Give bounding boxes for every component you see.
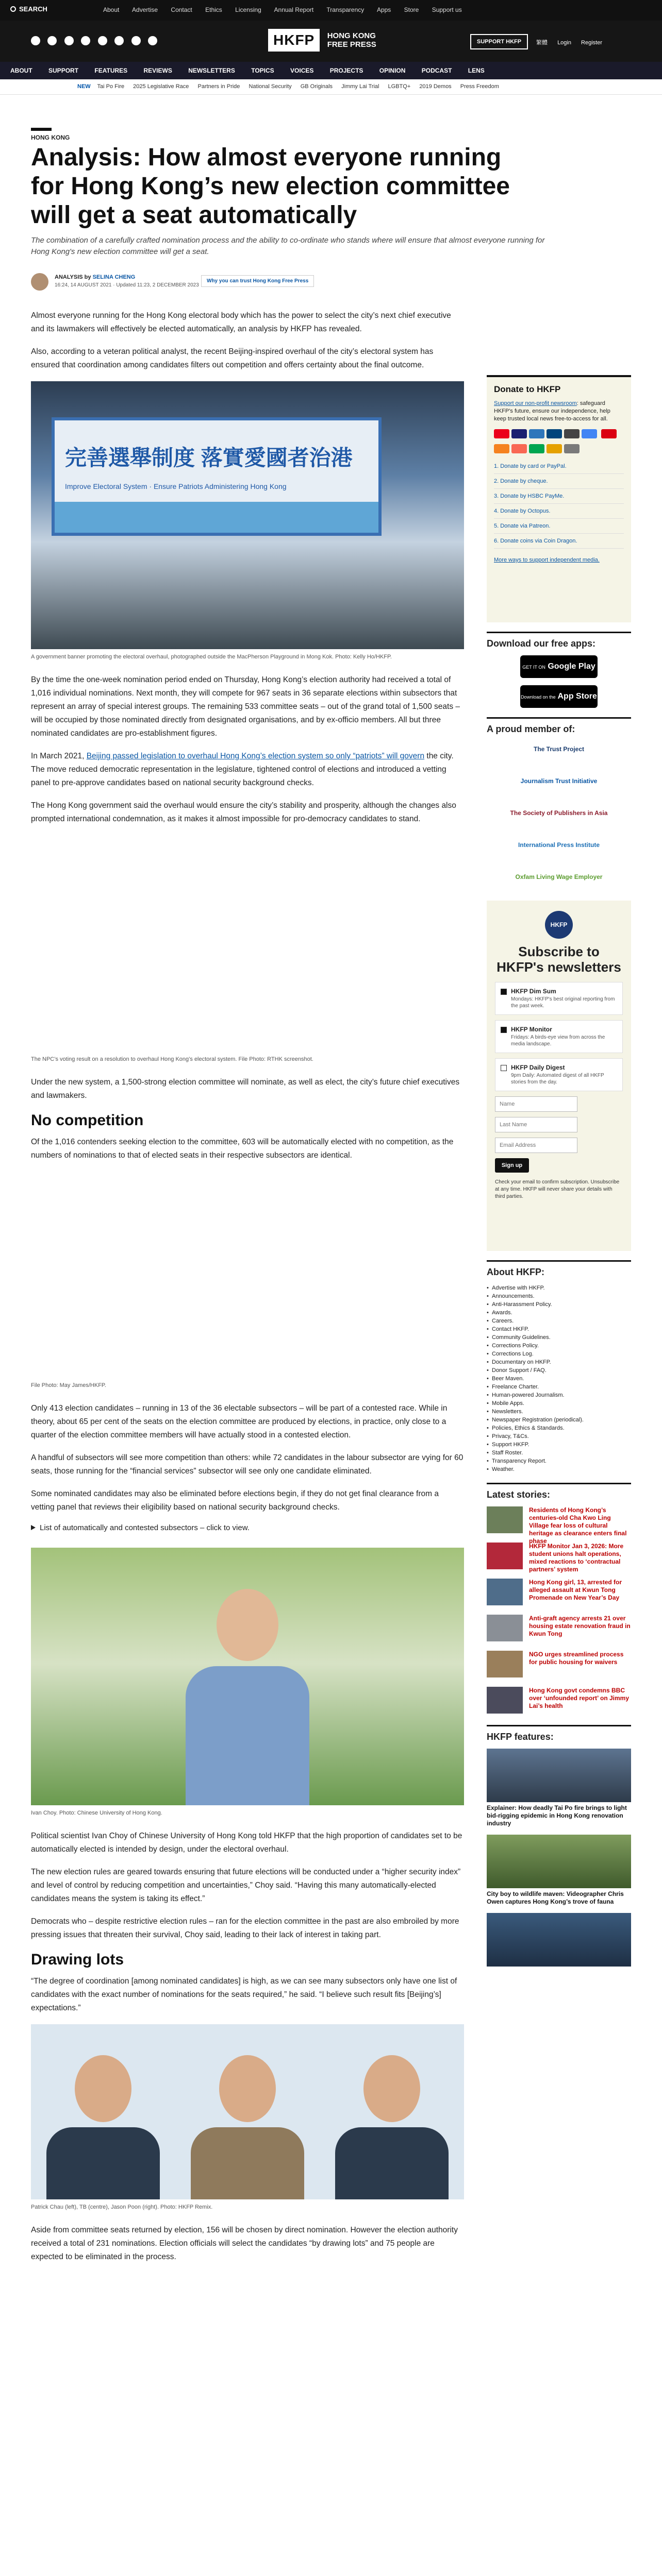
nav-item[interactable]: PROJECTS — [329, 67, 363, 74]
telegram-icon[interactable] — [114, 36, 124, 45]
paragraph: By the time the one-week nomination period ended on Thursday, Hong Kong’s election authority had received a total of 1,016 individual nominations. Next month, they will compete for 967 seats in 36 separate elections within subsectors that represent an array of special interest groups. The remaining 533 committee seats – out of the grand total of 1,500 seats – will be occupied by those nominated directly from designated organisations, and by ex-officio members. All but three nominated candidates are pro-establishment figures. — [31, 675, 460, 738]
utility-link[interactable]: Contact — [171, 6, 192, 13]
more-ways-link[interactable]: More ways to support independent media. — [494, 557, 600, 563]
legislation-link[interactable]: Beijing passed legislation to overhaul Hong Kong’s election system so only “patriots” will govern — [86, 752, 425, 760]
donate-desc: Support our non-profit newsroom: safeguard HKFP's future, ensure our independence, help keep trusted local news free-to-access for all. — [494, 400, 610, 422]
latest-story[interactable]: Hong Kong girl, 13, arrested for alleged assault at Kwun Tong Promenade on New Year’s Day — [487, 1579, 631, 1607]
sidebar — [487, 375, 631, 1974]
member-logo-jti[interactable]: Journalism Trust Initiative — [520, 777, 598, 785]
article-image-banner[interactable] — [31, 381, 464, 649]
tag-link[interactable]: GB Originals — [300, 83, 333, 90]
nav-item[interactable]: ABOUT — [10, 67, 32, 74]
utility-link[interactable]: Annual Report — [274, 6, 314, 13]
cheque-icon — [564, 444, 580, 453]
utility-link[interactable]: Transparency — [326, 6, 365, 13]
utility-link[interactable]: Licensing — [235, 6, 261, 13]
trending-tags — [0, 79, 662, 95]
trio-figure — [335, 2045, 449, 2199]
article-standfirst: The combination of a carefully crafted nomination process and the ability to co-ordinate who stands where will ensure that almost everyone running for Hong Kong's new election committee will get a seat. — [31, 236, 545, 256]
expand-triangle-icon — [31, 1525, 36, 1530]
article-image-portrait[interactable] — [31, 1548, 464, 1805]
paragraph: Some nominated candidates may also be eliminated before elections begin, if they do not get final clearance from a vetting panel that reviews their eligibility based on national security background checks. — [31, 1489, 439, 1512]
section-heading: Drawing lots — [31, 1951, 124, 1968]
utility-link[interactable]: About — [103, 6, 120, 13]
nav-item[interactable]: LENS — [468, 67, 485, 74]
tag-link[interactable]: National Security — [249, 83, 292, 90]
coin-dragon-icon — [547, 444, 562, 453]
register-link[interactable]: Register — [581, 40, 603, 46]
checkbox[interactable] — [501, 989, 507, 995]
name-input[interactable] — [495, 1096, 577, 1112]
member-logo-ipi[interactable]: International Press Institute — [518, 841, 600, 849]
latest-story[interactable]: NGO urges streamlined process for public housing for waivers — [487, 1651, 631, 1680]
member-logo-sopa[interactable]: The Society of Publishers in Asia — [510, 809, 608, 817]
about-link[interactable]: • Newspaper Registration (periodical). — [487, 1416, 631, 1424]
article-category[interactable]: HONG KONG — [31, 134, 70, 141]
image-caption: File Photo: May James/HKFP. — [31, 1382, 106, 1388]
site-logo[interactable] — [268, 29, 376, 54]
nav-item[interactable]: OPINION — [379, 67, 406, 74]
instagram-icon[interactable] — [64, 36, 74, 45]
google-play-button[interactable]: GET IT ON Google Play — [520, 655, 598, 678]
visa-icon — [511, 429, 527, 438]
about-links — [487, 1284, 631, 1473]
donate-option[interactable]: 1. Donate by card or PayPal. — [494, 459, 624, 474]
latest-title: Latest stories: — [487, 1483, 631, 1500]
utility-link[interactable]: Advertise — [132, 6, 158, 13]
features-title: HKFP features: — [487, 1725, 631, 1742]
nav-item[interactable]: PODCAST — [421, 67, 452, 74]
app-store-button[interactable]: Download on the App Store — [520, 685, 598, 708]
hsbc-icon — [601, 429, 617, 438]
paragraph: Aside from committee seats returned by election, 156 will be chosen by direct nomination. However the election authority received a total of 231 nominations. Election officials will select the candidates “by drawing lots” and 75 people are expected to be eliminated in the process. — [31, 2226, 458, 2261]
new-label: NEW — [77, 83, 91, 90]
donate-option[interactable]: 2. Donate by cheque. — [494, 474, 624, 489]
checkbox[interactable] — [501, 1065, 507, 1071]
last-name-input[interactable] — [495, 1117, 577, 1132]
paragraph: Almost everyone running for the Hong Kong electoral body which has the power to select the city’s next chief executive and its lawmakers will effectively be elected automatically, an analysis by HKFP has revealed. — [31, 311, 451, 333]
paragraph: In March 2021, Beijing passed legislation to overhaul Hong Kong’s election system so only “patriots” will govern the city. The move reduced democratic representation in the legislature, tightened control of elections and introduced a vetting panel to pre-approve candidates based on national security background checks. — [31, 752, 454, 787]
email-input[interactable] — [495, 1138, 577, 1153]
donate-option[interactable]: 5. Donate via Patreon. — [494, 519, 624, 534]
author-link[interactable]: SELINA CHENG — [92, 274, 136, 280]
utility-link[interactable]: Ethics — [205, 6, 222, 13]
about-link[interactable]: • Advertise with HKFP. — [487, 1284, 631, 1292]
newsletter-option-daily-digest[interactable]: HKFP Daily Digest 9pm Daily: Automated digest of all HKFP stories from the day. — [495, 1058, 623, 1091]
image-caption: The NPC’s voting result on a resolution to overhaul Hong Kong’s electoral system. File Photo: RTHK screenshot. — [31, 1056, 313, 1062]
tag-link[interactable]: 2019 Demos — [419, 83, 452, 90]
author-avatar[interactable] — [31, 273, 48, 291]
paragraph: The new election rules are geared towards ensuring that future elections will be conducted under a “higher security index” and level of control by reducing competition and uncertainties,” Choy said. “Having this many automatically-elected candidates means the system is taking its effect.” — [31, 1868, 461, 1903]
paypal-icon — [547, 429, 562, 438]
patreon-icon — [511, 444, 527, 453]
support-hkfp-button[interactable]: SUPPORT HKFP — [470, 34, 528, 49]
about-link[interactable]: • Donor Support / FAQ. — [487, 1366, 631, 1375]
about-link[interactable]: • Newsletters. — [487, 1408, 631, 1416]
feature-image — [487, 1749, 631, 1802]
utility-link[interactable]: Apps — [376, 6, 391, 13]
feature-image — [487, 1913, 631, 1967]
octopus-icon — [494, 444, 509, 453]
banner-graphic — [52, 417, 382, 536]
trio-figure — [191, 2045, 304, 2199]
facebook-icon[interactable] — [31, 36, 40, 45]
article-image-trio[interactable] — [31, 2024, 464, 2199]
story-thumbnail — [487, 1543, 523, 1569]
nav-item[interactable]: VOICES — [290, 67, 314, 74]
donate-box — [487, 375, 631, 622]
about-link[interactable]: • Community Guidelines. — [487, 1333, 631, 1342]
image-caption: Ivan Choy. Photo: Chinese University of Hong Kong. — [31, 1810, 162, 1816]
amex-icon — [529, 429, 544, 438]
story-thumbnail — [487, 1615, 523, 1641]
paragraph: “The degree of coordination [among nominated candidates] is high, as we can see many subsectors only have one list of candidates with the exact number of nominations for the seats required,” he said. “I believe such result fits [Beijing’s] expectations.” — [31, 1977, 457, 2012]
utility-link[interactable]: Store — [404, 6, 419, 13]
feature-image — [487, 1835, 631, 1888]
applepay-icon — [564, 429, 580, 438]
member-logo-trust-project[interactable]: The Trust Project — [533, 745, 585, 753]
tag-link[interactable]: LGBTQ+ — [388, 83, 411, 90]
paragraph: Of the 1,016 contenders seeking election to the committee, 603 will be automatically elected with no competition, as the numbers of nominations to that of elected seats in their respective subsectors are identical. — [31, 1138, 454, 1160]
tag-link[interactable]: 2025 Legislative Race — [133, 83, 189, 90]
about-title: About HKFP: — [487, 1260, 631, 1278]
hkfp-circle-logo: HKFP — [545, 911, 573, 939]
nav-item[interactable]: NEWSLETTERS — [188, 67, 235, 74]
utility-links — [103, 6, 473, 13]
category-rule — [31, 128, 52, 131]
social-links — [31, 36, 162, 48]
tag-link[interactable]: Tai Po Fire — [97, 83, 125, 90]
logo-text: HONG KONG FREE PRESS — [327, 31, 376, 49]
paragraph: The Hong Kong government said the overhaul would ensure the city’s stability and prosperity, although the changes also prompted international condemnation, as it makes it almost impossible for pro-democracy candidates to stand. — [31, 801, 456, 823]
about-link[interactable]: • Transparency Report. — [487, 1457, 631, 1465]
subscribe-title: Subscribe to HKFP's newsletters — [496, 944, 621, 975]
donate-option[interactable]: 6. Donate coins via Coin Dragon. — [494, 534, 624, 549]
about-link[interactable]: • Corrections Log. — [487, 1350, 631, 1358]
top-bar — [0, 0, 662, 21]
about-link[interactable]: • Beer Maven. — [487, 1375, 631, 1383]
about-link[interactable]: • Awards. — [487, 1309, 631, 1317]
section-heading: No competition — [31, 1112, 144, 1129]
donate-option[interactable]: 4. Donate by Octopus. — [494, 504, 624, 519]
image-caption: Patrick Chau (left), TB (centre), Jason Poon (right). Photo: HKFP Remix. — [31, 2204, 213, 2210]
about-link[interactable]: • Freelance Charter. — [487, 1383, 631, 1391]
latest-story[interactable]: Hong Kong govt condemns BBC over ‘unfounded report’ on Jimmy Lai’s health — [487, 1687, 631, 1716]
publish-date: 16:24, 14 AUGUST 2021 · Updated 11:23, 2 DECEMBER 2023 — [55, 282, 199, 288]
apps-title: Download our free apps: — [487, 632, 631, 649]
newsletter-option-monitor[interactable]: HKFP Monitor Fridays: A birds-eye view from across the media landscape. — [495, 1020, 623, 1053]
payment-methods — [494, 429, 624, 459]
banner-subtitle: Improve Electoral System · Ensure Patriots Administering Hong Kong — [65, 482, 287, 490]
article-body — [31, 309, 464, 2273]
nav-item[interactable]: REVIEWS — [143, 67, 172, 74]
x-icon[interactable] — [47, 36, 57, 45]
about-link[interactable]: • Documentary on HKFP. — [487, 1358, 631, 1366]
paragraph: Also, according to a veteran political analyst, the recent Beijing-inspired overhaul of the city’s electoral system has ensured that coordination among candidates filters out competition and offers certainty about the final outcome. — [31, 347, 434, 369]
support-newsroom-link[interactable]: Support our non-profit newsroom — [494, 400, 577, 406]
story-thumbnail — [487, 1506, 523, 1533]
banner-title: 完善選舉制度 落實愛國者治港 — [65, 446, 353, 470]
about-link[interactable]: • Support HKFP. — [487, 1440, 631, 1449]
paragraph: Under the new system, a 1,500-strong election committee will nominate, as well as elect, the city’s future chief executives and lawmakers. — [31, 1078, 460, 1100]
alipay-icon — [529, 444, 544, 453]
paragraph: Only 413 election candidates – running in 13 of the 36 electable subsectors – will be part of a contested race. While in theory, about 65 per cent of the seats on the election committee are produced by elections, in practice, only close to a quarter of the election committee members will have actually stood in a contested election. — [31, 1404, 448, 1439]
paragraph: Political scientist Ivan Choy of Chinese University of Hong Kong told HKFP that the high proportion of candidates set to be automatically elected is intended by design, under the electoral overhaul. — [31, 1832, 462, 1854]
portrait-figure — [186, 1589, 309, 1805]
feature-story[interactable] — [487, 1913, 631, 1967]
login-link[interactable]: Login — [557, 40, 571, 46]
nav-item[interactable]: FEATURES — [94, 67, 128, 74]
paragraph: A handful of subsectors will see more competition than others: while 72 candidates in the labour subsector are vying for 60 seats, those running for the “financial services” subsector will see only one candidate eliminated. — [31, 1453, 464, 1476]
about-link[interactable]: • Human-powered Journalism. — [487, 1391, 631, 1399]
about-link[interactable]: • Anti-Harassment Policy. — [487, 1300, 631, 1309]
threads-icon[interactable] — [81, 36, 90, 45]
article-embed-blank — [31, 835, 464, 1052]
logo-mark: HKFP — [268, 29, 320, 52]
nav-item[interactable]: SUPPORT — [48, 67, 79, 74]
paragraph: Democrats who – despite restrictive election rules – ran for the election committee in the past are also embroiled by more pressing issues that threaten their survival, Choy said, leading to their lack of interest in taking part. — [31, 1917, 459, 1939]
search-icon — [10, 6, 16, 12]
youtube-icon[interactable] — [98, 36, 107, 45]
language-link[interactable]: 繁體 — [536, 40, 548, 46]
article-embed-blank — [31, 1172, 464, 1378]
subsector-list-toggle[interactable]: List of automatically and contested subsectors – click to view. — [31, 1523, 464, 1532]
subscribe-note: Check your email to confirm subscription. Unsubscribe at any time. HKFP will never share your details with third parties. — [495, 1179, 620, 1199]
newsletter-signup — [487, 901, 631, 1251]
latest-story[interactable]: Anti-graft agency arrests 21 over housing estate renovation fraud in Kwun Tong — [487, 1615, 631, 1643]
latest-story[interactable]: Residents of Hong Kong’s centuries-old Cha Kwo Ling Village fear loss of cultural heritage as clearance enters final phase — [487, 1506, 631, 1535]
donate-title: Donate to HKFP — [494, 384, 561, 394]
feature-story[interactable]: Explainer: How deadly Tai Po fire brings to light bid-rigging epidemic in Hong Kong renovation industry — [487, 1749, 631, 1827]
article-title: Analysis: How almost everyone running for Hong Kong’s new election committee will get a seat automatically — [31, 144, 510, 229]
donate-option[interactable]: 3. Donate by HSBC PayMe. — [494, 489, 624, 504]
story-thumbnail — [487, 1687, 523, 1714]
members-title: A proud member of: — [487, 717, 631, 735]
about-link[interactable]: • Careers. — [487, 1317, 631, 1325]
main-nav — [0, 62, 662, 79]
about-link[interactable]: • Mobile Apps. — [487, 1399, 631, 1408]
about-link[interactable]: • Announcements. — [487, 1292, 631, 1300]
tag-link[interactable]: Jimmy Lai Trial — [341, 83, 379, 90]
about-link[interactable]: • Staff Roster. — [487, 1449, 631, 1457]
about-link[interactable]: • Contact HKFP. — [487, 1325, 631, 1333]
nav-item[interactable]: TOPICS — [251, 67, 274, 74]
about-link[interactable]: • Corrections Policy. — [487, 1342, 631, 1350]
trust-link[interactable]: Why you can trust Hong Kong Free Press — [201, 275, 314, 287]
byline-text: ANALYSIS by SELINA CHENG — [55, 274, 136, 280]
latest-story[interactable]: HKFP Monitor Jan 3, 2026: More student unions halt operations, mixed reactions to ‘contractual partners’ system — [487, 1543, 631, 1571]
sign-up-button[interactable]: Sign up — [495, 1158, 529, 1173]
trio-figure — [46, 2045, 160, 2199]
account-links — [536, 38, 610, 46]
feature-story[interactable]: City boy to wildlife maven: Videographer Chris Owen captures Hong Kong’s trove of fauna — [487, 1835, 631, 1906]
search-button[interactable]: SEARCH — [10, 5, 47, 13]
member-logo-oxfam[interactable]: Oxfam Living Wage Employer — [515, 873, 603, 880]
image-caption: A government banner promoting the electoral overhaul, photographed outside the MacPherson Playground in Mong Kok. Photo: Kelly Ho/HKFP. — [31, 654, 392, 660]
tag-link[interactable]: Partners in Pride — [197, 83, 240, 90]
linkedin-icon[interactable] — [131, 36, 141, 45]
about-link[interactable]: • Privacy, T&Cs. — [487, 1432, 631, 1440]
checkbox[interactable] — [501, 1027, 507, 1033]
utility-link[interactable]: Support us — [432, 6, 462, 13]
story-thumbnail — [487, 1651, 523, 1677]
story-thumbnail — [487, 1579, 523, 1605]
about-link[interactable]: • Weather. — [487, 1465, 631, 1473]
email-icon[interactable] — [148, 36, 157, 45]
googlepay-icon — [582, 429, 597, 438]
about-link[interactable]: • Policies, Ethics & Standards. — [487, 1424, 631, 1432]
newsletter-option-dim-sum[interactable]: HKFP Dim Sum Mondays: HKFP's best original reporting from the past week. — [495, 982, 623, 1015]
tag-link[interactable]: Press Freedom — [460, 83, 499, 90]
mastercard-icon — [494, 429, 509, 438]
